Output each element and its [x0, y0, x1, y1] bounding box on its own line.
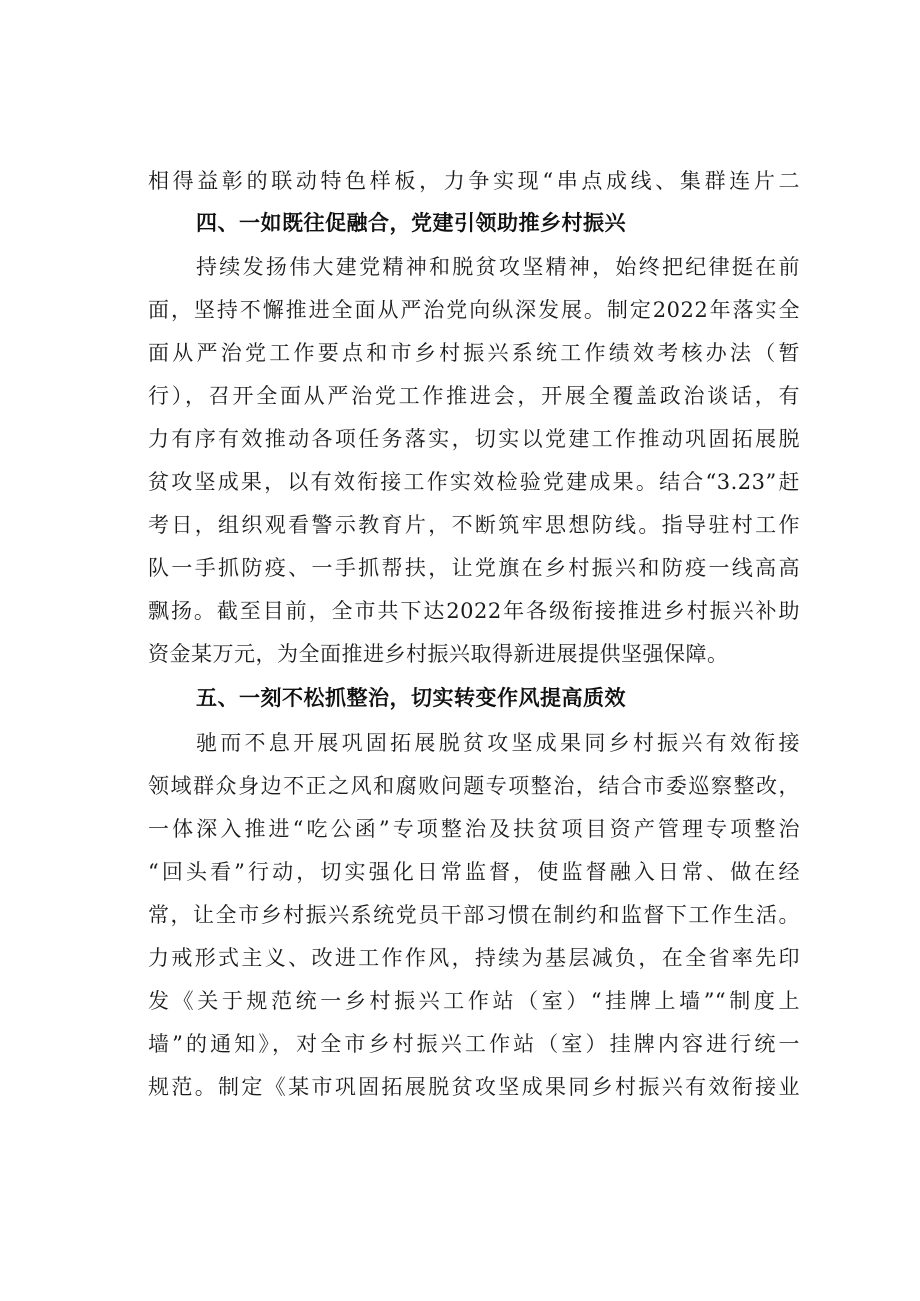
paragraph-line: 面从严治党工作要点和市乡村振兴系统工作绩效考核办法（暂	[148, 341, 800, 365]
paragraph-line: 驰而不息开展巩固拓展脱贫攻坚成果同乡村振兴有效衔接	[196, 731, 800, 755]
paragraph-line: 规范。制定《某市巩固拓展脱贫攻坚成果同乡村振兴有效衔接业	[148, 1075, 800, 1099]
paragraph-line: 一体深入推进“吃公函”专项整治及扶贫项目资产管理专项整治	[148, 817, 800, 841]
paragraph-line: 常，让全市乡村振兴系统党员干部习惯在制约和监督下工作生活。	[148, 903, 800, 927]
paragraph-line: 墙”的通知》，对全市乡村振兴工作站（室）挂牌内容进行统一	[148, 1032, 800, 1056]
paragraph-line: 队一手抓防疫、一手抓帮扶，让党旗在乡村振兴和防疫一线高高	[148, 556, 800, 580]
paragraph-line: 贫攻坚成果，以有效衔接工作实效检验党建成果。结合“3.23”赶	[148, 470, 800, 494]
paragraph-line: 力戒形式主义、改进工作作风，持续为基层减负，在全省率先印	[148, 946, 800, 970]
paragraph-line: 行），召开全面从严治党工作推进会，开展全覆盖政治谈话，有	[148, 384, 800, 408]
paragraph-line: 领域群众身边不正之风和腐败问题专项整治，结合市委巡察整改，	[148, 774, 800, 798]
paragraph-line: 考日，组织观看警示教育片，不断筑牢思想防线。指导驻村工作	[148, 513, 800, 537]
paragraph-line: “回头看”行动，切实强化日常监督，使监督融入日常、做在经	[148, 860, 800, 884]
paragraph-line: 发《关于规范统一乡村振兴工作站（室）“挂牌上墙”“制度上	[148, 989, 800, 1013]
section-heading-4: 四、一如既往促融合，党建引领助推乡村振兴	[196, 211, 626, 235]
paragraph-line: 面，坚持不懈推进全面从严治党向纵深发展。制定2022年落实全	[148, 298, 800, 322]
paragraph-line: 飘扬。截至目前，全市共下达2022年各级衔接推进乡村振兴补助	[148, 599, 800, 623]
paragraph-line: 力有序有效推动各项任务落实，切实以党建工作推动巩固拓展脱	[148, 427, 800, 451]
section-heading-5: 五、一刻不松抓整治，切实转变作风提高质效	[196, 686, 626, 710]
paragraph-line: 持续发扬伟大建党精神和脱贫攻坚精神，始终把纪律挺在前	[196, 255, 800, 279]
paragraph-line: 资金某万元，为全面推进乡村振兴取得新进展提供坚强保障。	[148, 642, 729, 666]
paragraph-line: 相得益彰的联动特色样板，力争实现“串点成线、集群连片二	[148, 169, 800, 193]
